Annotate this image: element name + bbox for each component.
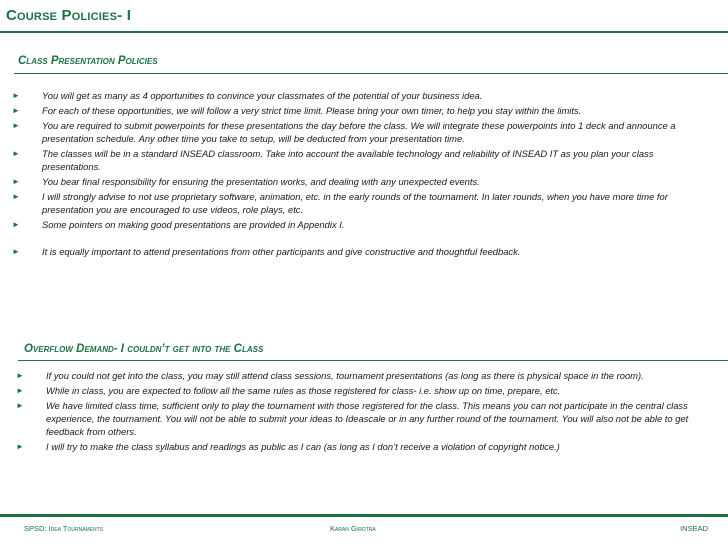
bullet-arrow-icon: ► <box>16 442 24 451</box>
list-item: ► While in class, you are expected to follow all the same rules as those registered for class- i.e. show up on time, prepare, etc. <box>16 385 561 396</box>
bullet-arrow-icon: ► <box>16 386 24 395</box>
list-item: ► Some pointers on making good presentations are provided in Appendix I. <box>12 219 345 230</box>
presentation-policy-list <box>12 89 702 260</box>
list-item: ► You bear final responsibility for ensuring the presentation works, and dealing with any unexpected events. <box>12 176 480 187</box>
bullet-arrow-icon: ► <box>12 106 20 115</box>
title-rule <box>0 31 728 33</box>
list-item: ► I will strongly advise to not use proprietary software, animation, etc. in the early rounds of the tournament. In later rounds, when you have more time for presentation you are encouraged to use videos, role plays, etc. <box>12 191 668 215</box>
bullet-arrow-icon: ► <box>16 371 24 380</box>
section-heading-presentation: Class Presentation Policies <box>18 55 158 67</box>
list-item: ► It is equally important to attend presentations from other participants and give constructive and thoughtful feedback. <box>12 246 521 257</box>
footer-course-name: SPSD: Idea Tournaments <box>24 524 104 533</box>
bullet-arrow-icon: ► <box>12 149 20 158</box>
bullet-arrow-icon: ► <box>12 192 20 201</box>
section-rule-presentation <box>14 73 728 74</box>
slide-title: Course Policies- I <box>6 7 132 24</box>
section-rule-overflow <box>18 360 728 361</box>
bullet-arrow-icon: ► <box>12 121 20 130</box>
footer <box>0 520 728 538</box>
footer-institution: INSEAD <box>680 524 708 533</box>
overflow-policy-list <box>16 369 696 455</box>
bullet-arrow-icon: ► <box>16 401 24 410</box>
bullet-arrow-icon: ► <box>12 220 20 229</box>
list-item: ► I will try to make the class syllabus and readings as public as I can (as long as I don’t receive a violation of copyright notice.) <box>16 441 560 452</box>
list-item: ► You will get as many as 4 opportunities to convince your classmates of the potential of your business idea. <box>12 90 483 101</box>
bullet-arrow-icon: ► <box>12 91 20 100</box>
bullet-arrow-icon: ► <box>12 177 20 186</box>
list-item: ► You are required to submit powerpoints for these presentations the day before the class. We will integrate these powerpoints into 1 deck and announce a presentation schedule. Any other time you take to setup, will be deducted from your presentation time. <box>12 120 676 144</box>
list-item: ► If you could not get into the class, you may still attend class sessions, tournament presentations (as long as there is physical space in the room). <box>16 370 644 381</box>
footer-author: Karan Girotra <box>330 524 376 533</box>
section-heading-overflow: Overflow Demand- I couldn’t get into the Class <box>24 343 264 355</box>
list-item: ► The classes will be in a standard INSEAD classroom. Take into account the available technology and reliability of INSEAD IT as you plan your class presentations. <box>12 148 654 172</box>
footer-bar <box>0 514 728 517</box>
list-item: ► We have limited class time, sufficient only to play the tournament with those registered for the class. This means you can not participate in the central class experience, the tournament. You will not be able to submit your ideas to Ideascale or in any further round of the tournament. You will also not be able to get feedback from others. <box>16 400 689 437</box>
list-item: ► For each of these opportunities, we will follow a very strict time limit. Please bring your own timer, to help you stay within the limits. <box>12 105 582 116</box>
bullet-arrow-icon: ► <box>12 247 20 256</box>
